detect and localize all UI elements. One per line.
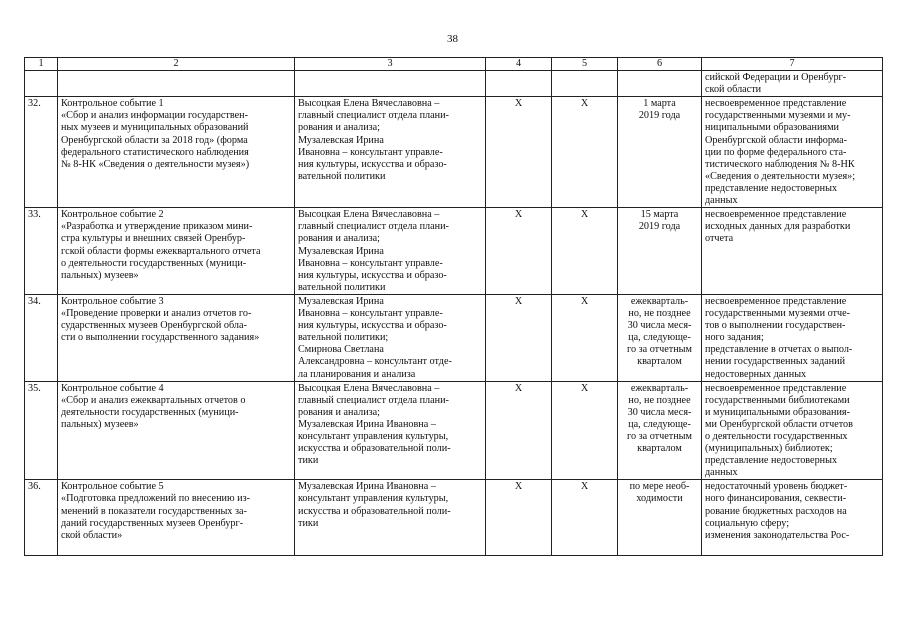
mark-cell: Х [552,381,618,480]
table-row [25,480,883,556]
responsible-cell: Высоцкая Елена Вячеславовна – главный специалист отдела плани- рования и анализа; Музалевская Ирина Ивановна – консультант управле- ния культуры, искусства и образо- вательной политики [295,208,486,295]
page-number: 38 [447,33,458,45]
mark-cell: Х [486,294,552,381]
column-header-4: 4 [486,58,552,71]
row-number: 33. [25,208,58,295]
risk-cell: несвоевременное представление государственными музеями отче- тов о выполнении государствен- ного задания; представление в отчетах о выпол- нении государственных заданий недостоверных данных [702,294,883,381]
mark-cell: Х [552,480,618,556]
responsible-cell: Высоцкая Елена Вячеславовна – главный специалист отдела плани- рования и анализа; Музалевская Ирина Ивановна – консультант управле- ния культуры, искусства и образо- вательной политики [295,97,486,208]
event-cell: Контрольное событие 5 «Подготовка предложений по внесению из- менений в показатели государственных за- даний государственных музеев Оренбург- ской области» [58,480,295,556]
column-number-header [25,58,883,71]
mark-cell: Х [486,97,552,208]
risk-cell: несвоевременное представление государственными библиотеками и муниципальными образования- ми Оренбургской области отчетов о деятельности государственных (муниципальных) библиотек; представление недостоверных данных [702,381,883,480]
responsible-cell: Музалевская Ирина Ивановна – консультант управле- ния культуры, искусства и образо- вательной политики; Смирнова Светлана Александровна – консультант отде- ла планирования и анализа [295,294,486,381]
mark-cell: Х [486,208,552,295]
column-header-6: 6 [618,58,702,71]
mark-cell: Х [552,208,618,295]
event-cell: Контрольное событие 1 «Сбор и анализ информации государствен- ных музеев и муниципальных образований Оренбургской области за 2018 год» (форма федерального статистического наблюдения № 8-НК «Сведения о деятельности музея») [58,97,295,208]
event-cell: Контрольное событие 3 «Проведение проверки и анализ отчетов го- сударственных музеев Оренбургской обла- сти о выполнении государственного задания» [58,294,295,381]
column-header-7: 7 [702,58,883,71]
mark-cell: Х [552,97,618,208]
event-cell: Контрольное событие 4 «Сбор и анализ ежеквартальных отчетов о деятельности государственных (муници- пальных) музеев» [58,381,295,480]
mark-cell: Х [486,381,552,480]
deadline-cell: ежекварталь- но, не позднее 30 числа меся- ца, следующе- го за отчетным кварталом [618,381,702,480]
mark-cell: Х [486,480,552,556]
column-header-2: 2 [58,58,295,71]
cell-empty [58,71,295,97]
table-row [25,208,883,295]
cell-empty [552,71,618,97]
table-row-continuation [25,71,883,97]
table-row [25,381,883,480]
control-events-table [24,57,883,556]
deadline-cell: по мере необ- ходимости [618,480,702,556]
deadline-cell: ежекварталь- но, не позднее 30 числа меся- ца, следующе- го за отчетным кварталом [618,294,702,381]
responsible-cell: Музалевская Ирина Ивановна – консультант управления культуры, искусства и образовательной поли- тики [295,480,486,556]
cell-empty [618,71,702,97]
column-header-1: 1 [25,58,58,71]
deadline-cell: 15 марта 2019 года [618,208,702,295]
event-cell: Контрольное событие 2 «Разработка и утверждение приказом мини- стра культуры и внешних связей Оренбур- гской области формы ежеквартального отчета о деятельности государственных (муници- пальных) музеев» [58,208,295,295]
row-number: 36. [25,480,58,556]
cell-empty [295,71,486,97]
risk-cell: несвоевременное представление исходных данных для разработки отчета [702,208,883,295]
table-row [25,294,883,381]
table-row [25,97,883,208]
mark-cell: Х [552,294,618,381]
column-header-5: 5 [552,58,618,71]
deadline-cell: 1 марта 2019 года [618,97,702,208]
risk-cell: недостаточный уровень бюджет- ного финансирования, секвести- рование бюджетных расходов на социальную сферу; изменения законодательства Рос- [702,480,883,556]
row-number: 35. [25,381,58,480]
row-number: 32. [25,97,58,208]
risk-cell: несвоевременное представление государственными музеями и му- ниципальными образованиями Оренбургской области информа- ции по форме федерального ста- тистического наблюдения № 8-НК «Сведения о деятельности музея»; представление недостоверных данных [702,97,883,208]
risk-cell: сийской Федерации и Оренбург- ской области [702,71,883,97]
cell-empty [25,71,58,97]
row-number: 34. [25,294,58,381]
responsible-cell: Высоцкая Елена Вячеславовна – главный специалист отдела плани- рования и анализа; Музалевская Ирина Ивановна – консультант управления культуры, искусства и образовательной поли- тики [295,381,486,480]
column-header-3: 3 [295,58,486,71]
cell-empty [486,71,552,97]
